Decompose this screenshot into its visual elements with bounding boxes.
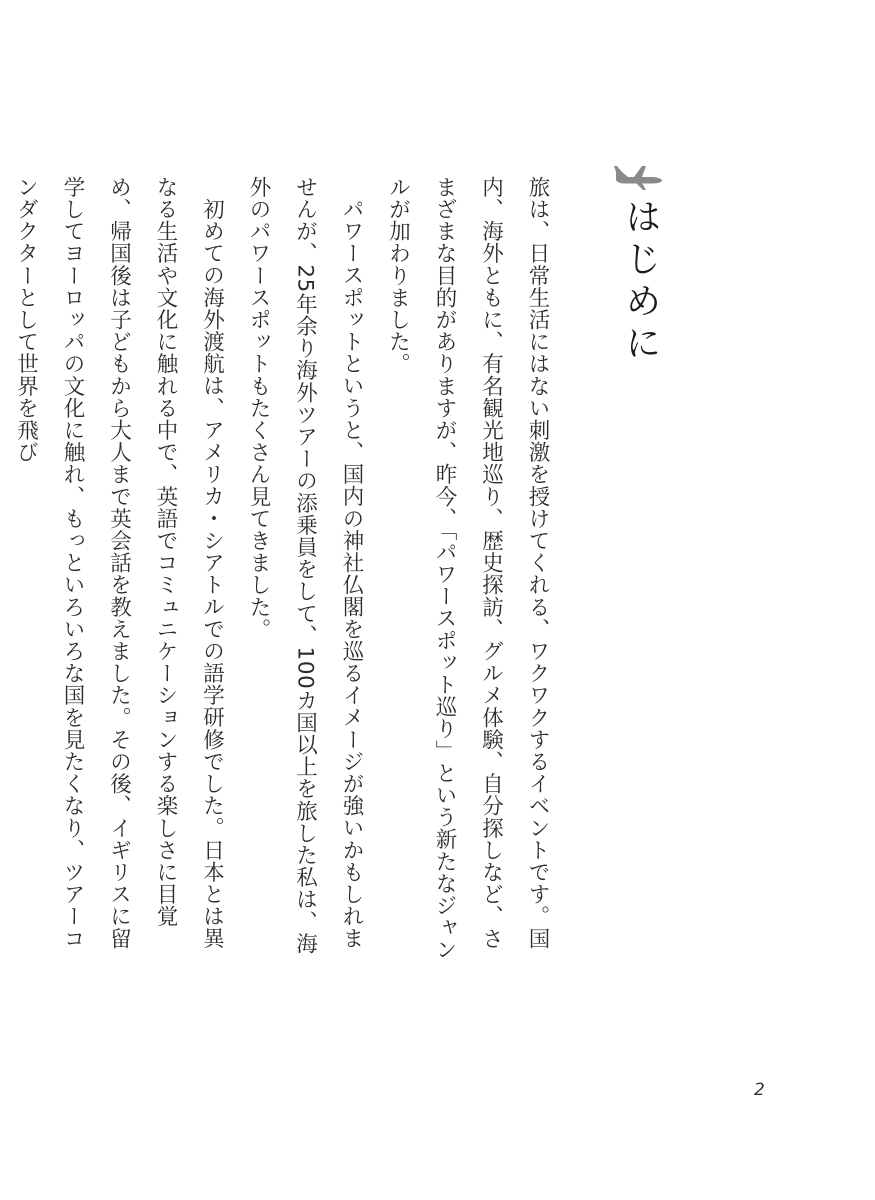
airplane-icon [612, 160, 664, 192]
paragraph: 旅は、日常生活にはない刺激を授けてくれる、ワクワクするイベントです。国内、海外ともに、有名観光地巡り、歴史探訪、グルメ体験、自分探しなど、さまざまな目的がありますが、昨今、「パワースポット巡り」という新たなジャンルが加わりました。 [385, 176, 550, 961]
chapter-title: はじめに [620, 198, 661, 366]
paragraph: 初めての海外渡航は、アメリカ・シアトルでの語学研修でした。日本とは異なる生活や文化に触れる中で、英語でコミュニケーションする楽しさに目覚め、帰国後は子どもから大人まで英会話を教えました。その後、イギリスに留学してヨーロッパの文化に触れ、もっといろいろな国を見たくなり、ツアーコンダクターとして世界を飛び [13, 176, 225, 950]
body-text [2, 176, 560, 966]
page-number: 2 [754, 1080, 765, 1100]
chapter-heading [612, 160, 664, 366]
paragraph: パワースポットというと、国内の神社仏閣を巡るイメージが強いかもしれませんが、25年余り海外ツアーの添乗員をして、100カ国以上を旅した私は、海外のパワースポットもたくさん見てきました。 [246, 176, 364, 955]
